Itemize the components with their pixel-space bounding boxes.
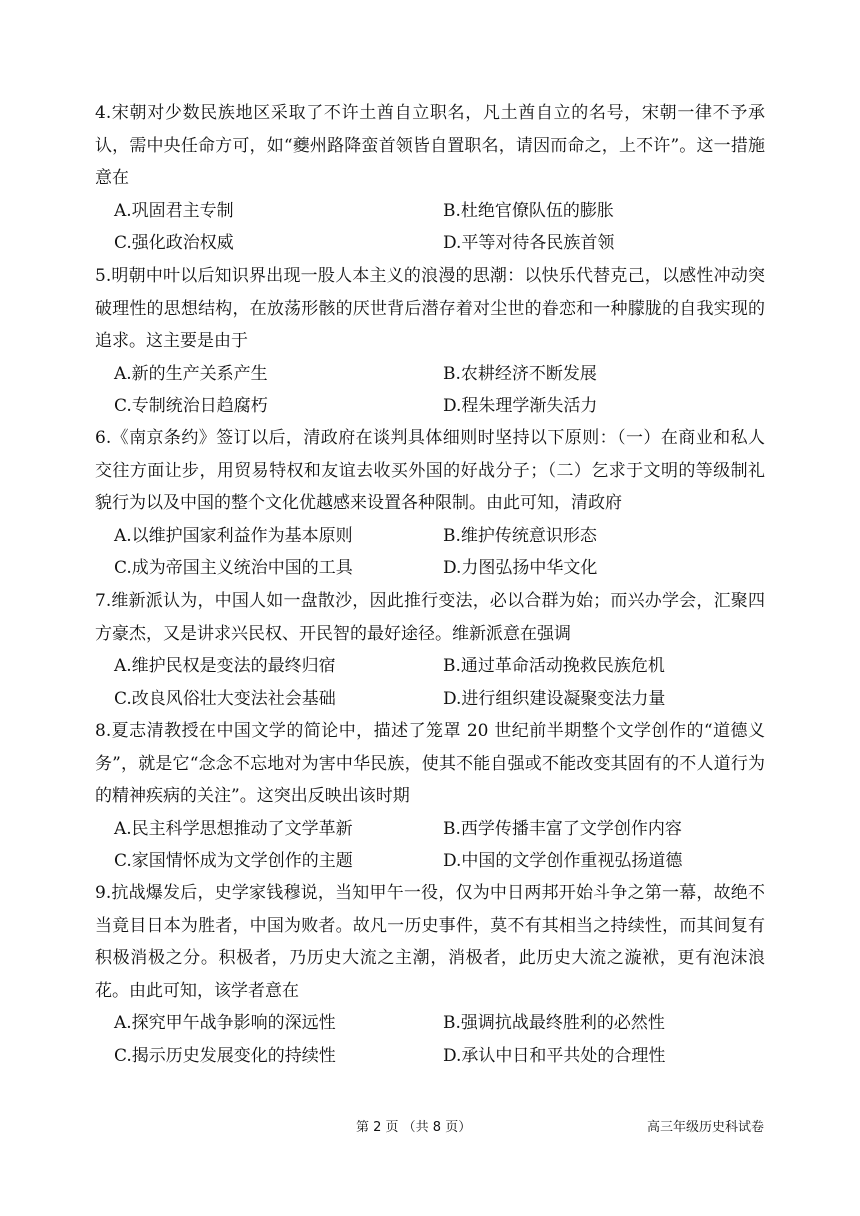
page-number: 第 2 页 （共 8 页） — [356, 1120, 472, 1135]
option-list — [95, 358, 765, 423]
page-footer — [0, 1116, 860, 1136]
question-5 — [95, 260, 765, 423]
option-a: A.探究甲午战争影响的深远性 — [114, 1013, 336, 1033]
option-list — [95, 650, 765, 715]
option-d: D.进行组织建设凝聚变法力量 — [443, 688, 666, 709]
option-c: C.成为帝国主义统治中国的工具 — [114, 558, 353, 578]
option-c: C.专制统治日趋腐朽 — [114, 396, 268, 416]
option-a: A.新的生产关系产生 — [114, 363, 268, 384]
option-d: D.平等对待各民族首领 — [443, 233, 615, 253]
option-list — [95, 520, 765, 585]
question-stem: 8.夏志清教授在中国文学的简论中，描述了笼罩 20 世纪前半期整个文学创作的“道德义务”，就是它“念念不忘地对为害中华民族，使其不能自强或不能改变其固有的不人道行为的精神疾病的关注”。这突出反映出该时期 — [95, 721, 765, 806]
option-list — [95, 1007, 765, 1072]
option-d: D.中国的文学创作重视弘扬道德 — [443, 851, 683, 871]
paper-title: 高三年级历史科试卷 — [646, 1120, 764, 1135]
option-a: A.民主科学思想推动了文学革新 — [114, 818, 353, 839]
option-d: D.力图弘扬中华文化 — [443, 558, 598, 578]
question-stem: 7.维新派认为，中国人如一盘散沙，因此推行变法，必以合群为始；而兴办学会，汇聚四方豪杰，又是讲求兴民权、开民智的最好途径。维新派意在强调 — [95, 591, 765, 644]
option-c: C.家国情怀成为文学创作的主题 — [114, 851, 353, 871]
option-b: B.维护传统意识形态 — [443, 525, 597, 546]
option-b: B.西学传播丰富了文学创作内容 — [443, 818, 682, 839]
option-b: B.强调抗战最终胜利的必然性 — [443, 1013, 665, 1033]
option-c: C.揭示历史发展变化的持续性 — [114, 1045, 336, 1066]
option-list — [95, 195, 765, 260]
question-6 — [95, 422, 765, 585]
question-4 — [95, 97, 765, 260]
option-b: B.农耕经济不断发展 — [443, 363, 597, 384]
option-list — [95, 813, 765, 878]
option-c: C.改良风俗壮大变法社会基础 — [114, 688, 336, 709]
question-stem: 4.宋朝对少数民族地区采取了不许土酋自立职名，凡土酋自立的名号，宋朝一律不予承认，需中央任命方可，如“夔州路降蛮首领皆自置职名，请因而命之，上不许”。这一措施意在 — [95, 103, 765, 188]
option-a: A.以维护国家利益作为基本原则 — [114, 525, 353, 546]
question-stem: 5.明朝中叶以后知识界出现一股人本主义的浪漫的思潮：以快乐代替克己，以感性冲动突破理性的思想结构，在放荡形骸的厌世背后潜存着对尘世的眷恋和一种朦胧的自我实现的追求。这主要是由于 — [95, 266, 765, 351]
option-d: D.程朱理学渐失活力 — [443, 396, 598, 416]
option-c: C.强化政治权威 — [114, 233, 234, 253]
option-a: A.维护民权是变法的最终归宿 — [114, 656, 336, 676]
option-d: D.承认中日和平共处的合理性 — [443, 1045, 666, 1066]
option-b: B.通过革命活动挽救民族危机 — [443, 656, 665, 676]
question-7 — [95, 585, 765, 715]
question-8 — [95, 715, 765, 878]
question-stem: 9.抗战爆发后，史学家钱穆说，当知甲午一役，仅为中日两邦开始斗争之第一幕，故绝不当竟目日本为胜者，中国为败者。故凡一历史事件，莫不有其相当之持续性，而其间复有积极消极之分。积极者，乃历史大流之主潮，消极者，此历史大流之漩袱，更有泡沫浪花。由此可知，该学者意在 — [95, 883, 765, 1001]
question-stem: 6.《南京条约》签订以后，清政府在谈判具体细则时坚持以下原则：（一）在商业和私人交往方面让步，用贸易特权和友谊去收买外国的好战分子；（二）乞求于文明的等级制礼貌行为以及中国的整个文化优越感来设置各种限制。由此可知，清政府 — [95, 428, 765, 513]
option-a: A.巩固君主专制 — [114, 200, 234, 221]
option-b: B.杜绝官僚队伍的膨胀 — [443, 200, 614, 221]
question-9 — [95, 877, 765, 1072]
